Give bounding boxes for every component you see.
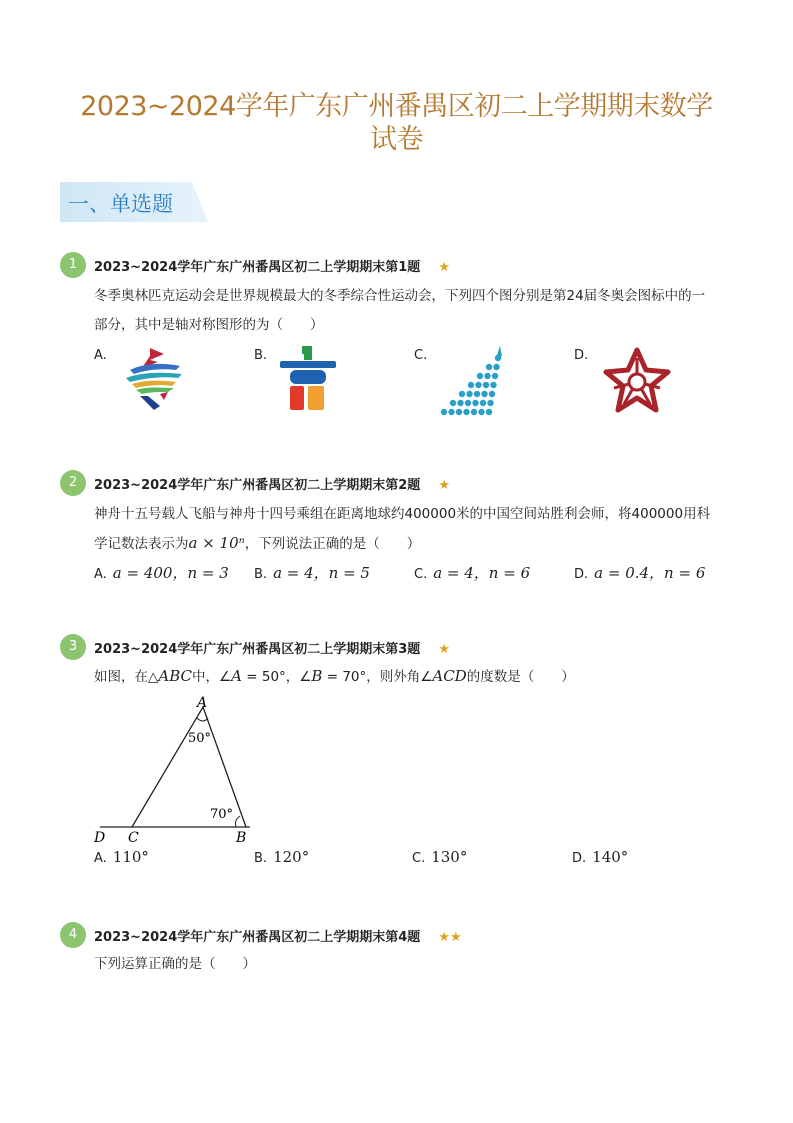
stone-figure-image xyxy=(278,344,338,412)
question-1 xyxy=(60,252,740,432)
option-label: B. xyxy=(254,567,268,582)
question-source: 2023~2024学年广东广州番禺区初二上学期期末第4题 xyxy=(94,930,421,945)
option-a-label[interactable]: A. xyxy=(94,348,107,363)
option-label: D. xyxy=(574,567,589,582)
text-segment: = 50°，∠ xyxy=(241,669,312,685)
vertex-c-label: C xyxy=(128,830,139,846)
question-heading xyxy=(94,256,450,275)
question-4 xyxy=(60,922,740,982)
difficulty-stars: ★ xyxy=(438,260,450,275)
angle-b-arc xyxy=(236,816,241,827)
vertex-d-label: D xyxy=(94,830,106,846)
question-heading xyxy=(94,474,450,493)
question-3 xyxy=(60,634,740,874)
option-math: a = 4，n = 6 xyxy=(433,564,531,582)
question-text-line-1: 冬季奥林匹克运动会是世界规模最大的冬季综合性运动会，下列四个图分别是第24届冬奥会图标中的一 xyxy=(94,288,706,304)
math-expression: a × 10ⁿ xyxy=(188,534,245,552)
option-label: C. xyxy=(414,567,428,582)
vertex-a-label: A xyxy=(197,696,208,711)
section-title: 一、单选题 xyxy=(68,192,173,216)
option-label: A. xyxy=(94,567,107,582)
angle-b-label: 70° xyxy=(210,807,234,822)
angle-a-label: 50° xyxy=(188,731,212,746)
math-expression: ABC xyxy=(158,667,193,685)
options-row xyxy=(94,562,734,590)
question-2 xyxy=(60,470,740,590)
question-text xyxy=(94,282,734,340)
difficulty-stars: ★ xyxy=(438,478,450,493)
option-a[interactable] xyxy=(94,848,149,866)
question-heading xyxy=(94,926,462,945)
option-value: 140° xyxy=(592,848,629,866)
option-label: A. xyxy=(94,851,107,866)
option-label: B. xyxy=(254,851,268,866)
question-text xyxy=(94,500,734,559)
section-banner xyxy=(60,182,208,222)
option-value: 120° xyxy=(273,848,310,866)
option-d[interactable] xyxy=(572,848,628,866)
option-c-label[interactable]: C. xyxy=(414,348,428,363)
question-number-badge: 1 xyxy=(60,252,86,278)
dotted-triangle-image xyxy=(438,344,510,420)
difficulty-stars: ★★ xyxy=(438,930,462,945)
math-expression: B xyxy=(311,667,323,685)
option-a[interactable] xyxy=(94,562,229,583)
question-source: 2023~2024学年广东广州番禺区初二上学期期末第2题 xyxy=(94,478,421,493)
question-number-badge: 2 xyxy=(60,470,86,496)
options-row xyxy=(94,848,734,876)
option-b[interactable] xyxy=(254,562,370,583)
text-segment: = 70°，则外角∠ xyxy=(322,669,433,685)
math-expression: A xyxy=(231,667,242,685)
option-c[interactable] xyxy=(414,562,530,583)
option-label: D. xyxy=(572,851,587,866)
text-segment: 中，∠ xyxy=(192,669,232,685)
ribbon-emblem-image xyxy=(120,344,186,414)
option-d[interactable] xyxy=(574,562,705,583)
math-expression: ACD xyxy=(432,667,467,685)
triangle-figure xyxy=(90,696,290,846)
text-segment: 如图，在△ xyxy=(94,669,159,685)
question-heading xyxy=(94,638,450,657)
option-c[interactable] xyxy=(412,848,467,866)
option-value: 130° xyxy=(431,848,468,866)
question-text-line-2: 部分，其中是轴对称图形的为（ ） xyxy=(94,317,324,333)
red-snowflake-image xyxy=(600,344,674,418)
option-value: 110° xyxy=(112,848,149,866)
question-text-line-2 xyxy=(94,529,734,559)
option-math: a = 0.4，n = 6 xyxy=(594,564,706,582)
question-text xyxy=(94,662,734,692)
text-segment: 学记数法表示为 xyxy=(94,536,189,552)
title-line-2: 试卷 xyxy=(370,124,423,155)
title-line-1: 2023~2024学年广东广州番禺区初二上学期期末数学 xyxy=(80,91,713,122)
option-d-label[interactable]: D. xyxy=(574,348,589,363)
option-label: C. xyxy=(412,851,426,866)
question-number-badge: 4 xyxy=(60,922,86,948)
question-text-line-1: 神舟十五号载人飞船与神舟十四号乘组在距离地球约400000米的中国空间站胜利会师，将400000用科 xyxy=(94,506,711,522)
option-b[interactable] xyxy=(254,848,309,866)
option-math: a = 4，n = 5 xyxy=(273,564,370,582)
difficulty-stars: ★ xyxy=(438,642,450,657)
vertex-b-label: B xyxy=(236,830,247,846)
question-source: 2023~2024学年广东广州番禺区初二上学期期末第3题 xyxy=(94,642,421,657)
document-title xyxy=(40,90,753,156)
option-math: a = 400，n = 3 xyxy=(112,564,229,582)
text-segment: 的度数是（ ） xyxy=(466,669,575,685)
angle-a-arc xyxy=(197,718,208,721)
question-text: 下列运算正确的是（ ） xyxy=(94,956,256,972)
text-segment: ，下列说法正确的是（ ） xyxy=(244,536,421,552)
question-source: 2023~2024学年广东广州番禺区初二上学期期末第1题 xyxy=(94,260,421,275)
question-number-badge: 3 xyxy=(60,634,86,660)
option-b-label[interactable]: B. xyxy=(254,348,268,363)
